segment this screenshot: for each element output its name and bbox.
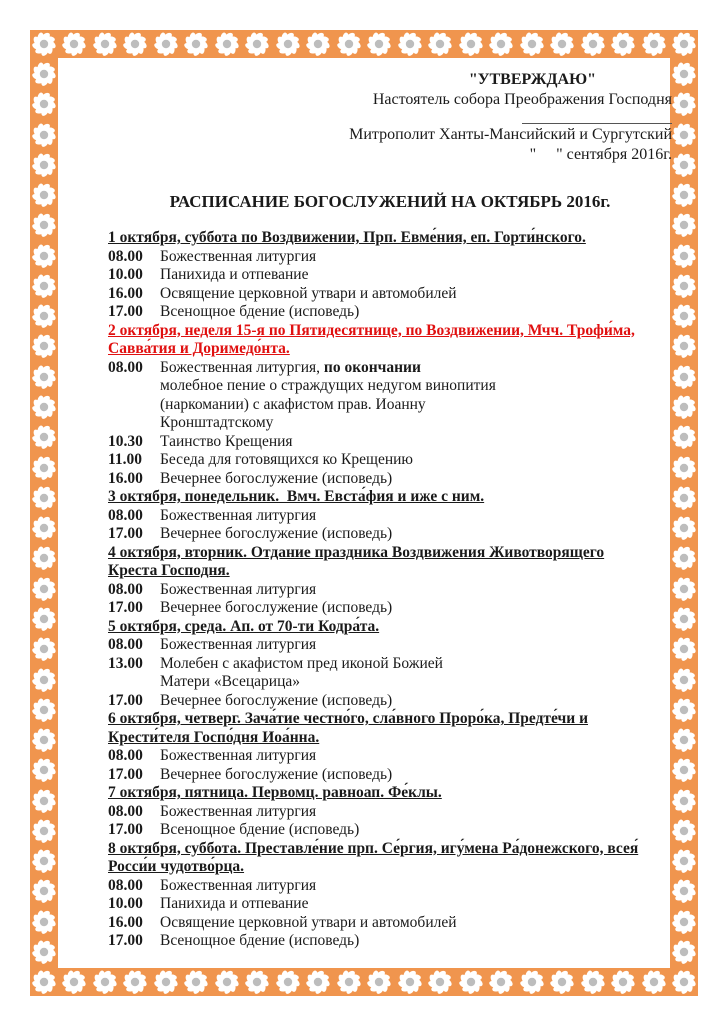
service-description — [160, 821, 672, 840]
service-description-text: Вечернее богослужение (исповедь) — [160, 765, 393, 783]
service-row — [108, 266, 672, 285]
service-description-text: молебное пение о страждущих недугом винопития — [160, 377, 496, 394]
day-section — [108, 229, 672, 322]
service-description-text: Вечернее богослужение (исповедь) — [160, 525, 393, 542]
service-description-line — [160, 451, 672, 470]
service-description — [160, 470, 672, 489]
flower-icon — [671, 182, 697, 208]
service-description-line — [160, 932, 672, 951]
approval-date: " " сентября 2016г. — [529, 146, 672, 163]
service-row — [108, 655, 672, 692]
flower-icon — [31, 455, 57, 481]
flower-icon — [671, 333, 697, 359]
day-header: 6 октября, четверг. Зача́тие честно́го, сла́вного Проро́ка, Предте́чи и — [108, 710, 589, 727]
service-description-line — [160, 895, 672, 914]
flower-icon — [92, 31, 118, 57]
flower-icon — [671, 273, 697, 299]
service-description — [160, 895, 672, 914]
flower-icon — [671, 969, 697, 995]
service-row — [108, 914, 672, 933]
service-description — [160, 692, 672, 711]
flower-icon — [549, 969, 575, 995]
flower-icon — [488, 31, 514, 57]
service-row — [108, 433, 672, 452]
approval-title: "УТВЕРЖДАЮ" — [468, 71, 596, 88]
flower-icon — [366, 969, 392, 995]
service-description — [160, 877, 672, 896]
service-time: 10.00 — [108, 266, 143, 283]
flower-icon — [31, 667, 57, 693]
flower-icon — [31, 757, 57, 783]
service-description-text: Божественная литургия — [160, 506, 317, 524]
service-description-text: Всенощное бдение (исповедь) — [160, 303, 360, 320]
service-description — [160, 747, 672, 766]
service-time: 17.00 — [108, 303, 143, 320]
service-description-line — [160, 414, 672, 433]
service-time: 16.00 — [108, 469, 143, 487]
service-time: 10.30 — [108, 432, 143, 450]
flower-icon — [671, 91, 697, 117]
flower-icon — [519, 31, 545, 57]
service-description-line — [160, 821, 672, 840]
flower-icon — [31, 212, 57, 238]
flower-icon — [488, 969, 514, 995]
flower-icon — [671, 939, 697, 965]
service-description-line — [160, 877, 672, 896]
page-title: РАСПИСАНИЕ БОГОСЛУЖЕНИЙ НА ОКТЯБРЬ 2016г. — [169, 192, 611, 211]
service-description-text: Божественная литургия — [160, 876, 317, 894]
service-row — [108, 599, 672, 618]
service-description-line — [160, 266, 672, 285]
flower-icon — [580, 969, 606, 995]
flower-icon — [305, 969, 331, 995]
service-description — [160, 932, 672, 951]
flower-icon — [397, 31, 423, 57]
service-description-line — [160, 303, 672, 322]
service-description-text: Божественная литургия — [160, 636, 317, 653]
service-description-line — [160, 803, 672, 822]
flower-icon — [31, 969, 57, 995]
day-header: 4 октября, вторник. Отдание праздника Воздвижения Животворящего — [108, 543, 605, 561]
flower-icon — [31, 152, 57, 178]
service-description — [160, 525, 672, 544]
flower-icon — [458, 969, 484, 995]
flower-icon — [31, 31, 57, 57]
flower-icon — [122, 31, 148, 57]
service-description-text: Божественная литургия — [160, 747, 317, 764]
service-description-text: Панихида и отпевание — [160, 266, 309, 283]
service-row — [108, 248, 672, 267]
flower-icon — [31, 182, 57, 208]
service-row — [108, 932, 672, 951]
flower-icon — [336, 969, 362, 995]
service-description-text: Вечернее богослужение (исповедь) — [160, 691, 393, 709]
service-row — [108, 636, 672, 655]
day-section — [108, 784, 672, 840]
service-description — [160, 248, 672, 267]
day-section — [108, 544, 672, 618]
service-description-text: Панихида и отпевание — [160, 895, 309, 912]
service-description — [160, 803, 672, 822]
service-description-text: Освящение церковной утвари и автомобилей — [160, 913, 457, 931]
service-description-line — [160, 525, 672, 544]
flower-icon — [31, 61, 57, 87]
service-description-text: Божественная литургия — [160, 580, 317, 598]
service-description — [160, 599, 672, 618]
day-header: Росси́и чудотво́рца. — [108, 858, 245, 875]
service-description-line — [160, 599, 672, 618]
service-time: 08.00 — [108, 876, 143, 894]
service-time: 10.00 — [108, 895, 143, 912]
flower-icon — [671, 31, 697, 57]
service-time: 16.00 — [108, 284, 143, 302]
service-description-text: Вечернее богослужение (исповедь) — [160, 599, 393, 616]
flower-icon — [31, 303, 57, 329]
day-section — [108, 840, 672, 951]
service-description — [160, 581, 672, 600]
flower-icon — [610, 31, 636, 57]
service-time: 17.00 — [108, 599, 143, 616]
service-description — [160, 266, 672, 285]
service-description — [160, 285, 672, 304]
flower-icon — [31, 273, 57, 299]
flower-icon — [31, 636, 57, 662]
flower-icon — [671, 364, 697, 390]
service-time: 17.00 — [108, 765, 143, 783]
flower-icon — [671, 818, 697, 844]
service-row — [108, 285, 672, 304]
flower-icon — [671, 606, 697, 632]
flower-icon — [122, 969, 148, 995]
service-description-text: Всенощное бдение (исповедь) — [160, 932, 360, 949]
flower-icon — [92, 969, 118, 995]
flower-icon — [31, 485, 57, 511]
service-description-line — [160, 396, 672, 415]
service-time: 08.00 — [108, 358, 143, 376]
day-section — [108, 618, 672, 711]
flower-icon — [31, 545, 57, 571]
day-header: 8 октября, суббота. Преставле́ние прп. Се́ргия, игу́мена Ра́донежского, всея́ — [108, 839, 639, 857]
flower-icon — [671, 727, 697, 753]
signature-line — [522, 123, 672, 124]
service-row — [108, 359, 672, 433]
service-description-text: Божественная литургия — [160, 802, 317, 820]
service-row — [108, 821, 672, 840]
flower-icon — [671, 424, 697, 450]
day-section — [108, 488, 672, 544]
flower-icon — [305, 31, 331, 57]
flower-icon — [671, 243, 697, 269]
service-description — [160, 766, 672, 785]
service-row — [108, 747, 672, 766]
service-time: 08.00 — [108, 580, 143, 598]
service-description-text: Божественная литургия — [160, 247, 317, 265]
flower-icon — [641, 969, 667, 995]
flower-icon — [671, 576, 697, 602]
flower-icon — [610, 969, 636, 995]
service-description — [160, 451, 672, 470]
service-description-line — [160, 673, 672, 692]
flower-icon — [153, 969, 179, 995]
flower-icon — [31, 848, 57, 874]
flower-icon — [61, 31, 87, 57]
service-description — [160, 433, 672, 452]
flower-icon — [671, 515, 697, 541]
service-description-line — [160, 692, 672, 711]
flower-icon — [275, 969, 301, 995]
service-description-text: Божественная литургия, — [160, 358, 324, 376]
service-description — [160, 359, 672, 433]
service-description-text: Матери «Всецарица» — [160, 673, 301, 690]
service-time: 17.00 — [108, 525, 143, 542]
service-description-text: Кронштадтскому — [160, 414, 274, 431]
flower-icon — [31, 576, 57, 602]
approval-signatory: Митрополит Ханты-Мансийский и Сургутский — [349, 126, 672, 143]
service-time: 08.00 — [108, 247, 143, 265]
service-description-line — [160, 470, 672, 489]
service-description-line — [160, 248, 672, 267]
flower-icon — [31, 939, 57, 965]
flower-icon — [671, 909, 697, 935]
service-description-line — [160, 636, 672, 655]
flower-icon — [366, 31, 392, 57]
day-header: 2 октября, неделя 15-я по Пятидесятнице, по Воздвижении, Мчч. Трофи́ма, — [108, 321, 635, 339]
day-header: 5 октября, среда. Ап. от 70-ти Кодра́та. — [108, 617, 380, 635]
flower-icon — [183, 969, 209, 995]
service-row — [108, 877, 672, 896]
service-description-line — [160, 285, 672, 304]
flower-icon — [671, 545, 697, 571]
day-header: Савва́тия и Доримедо́нта. — [108, 340, 290, 357]
service-description-line — [160, 766, 672, 785]
flower-icon — [31, 697, 57, 723]
service-row — [108, 766, 672, 785]
flower-icon — [214, 31, 240, 57]
flower-icon — [31, 727, 57, 753]
service-row — [108, 803, 672, 822]
flower-icon — [397, 969, 423, 995]
service-row — [108, 470, 672, 489]
flower-icon — [671, 61, 697, 87]
service-description-text: Молебен с акафистом пред иконой Божией — [160, 654, 443, 672]
flower-icon — [519, 969, 545, 995]
flower-icon — [671, 485, 697, 511]
service-description — [160, 914, 672, 933]
service-description — [160, 655, 672, 692]
flower-icon — [671, 394, 697, 420]
service-description-line — [160, 581, 672, 600]
flower-icon — [61, 969, 87, 995]
flower-icon — [671, 152, 697, 178]
service-time: 08.00 — [108, 506, 143, 524]
flower-icon — [153, 31, 179, 57]
flower-icon — [671, 878, 697, 904]
service-time: 11.00 — [108, 451, 143, 468]
service-row — [108, 895, 672, 914]
flower-icon — [31, 606, 57, 632]
service-time: 17.00 — [108, 821, 143, 838]
flower-icon — [671, 636, 697, 662]
service-description-line — [160, 359, 672, 378]
flower-icon — [427, 969, 453, 995]
flower-icon — [336, 31, 362, 57]
flower-icon — [427, 31, 453, 57]
flower-icon — [458, 31, 484, 57]
flower-icon — [671, 697, 697, 723]
service-description — [160, 507, 672, 526]
flower-icon — [275, 31, 301, 57]
service-time: 13.00 — [108, 654, 143, 672]
service-description-text: Всенощное бдение (исповедь) — [160, 821, 360, 838]
schedule — [108, 229, 672, 951]
flower-icon — [31, 394, 57, 420]
flower-icon — [671, 303, 697, 329]
service-description — [160, 636, 672, 655]
service-row — [108, 303, 672, 322]
service-row — [108, 507, 672, 526]
flower-icon — [671, 757, 697, 783]
flower-icon — [214, 969, 240, 995]
day-header: 3 октября, понедельник. Вмч. Евста́фия и иже с ним. — [108, 488, 485, 505]
flower-icon — [671, 122, 697, 148]
flower-icon — [31, 878, 57, 904]
flower-icon — [31, 909, 57, 935]
flower-icon — [31, 515, 57, 541]
service-time: 17.00 — [108, 932, 143, 949]
service-time: 17.00 — [108, 691, 143, 709]
service-description-text: по окончании — [323, 358, 421, 376]
service-description-text: Освящение церковной утвари и автомобилей — [160, 284, 457, 302]
service-row — [108, 525, 672, 544]
day-header: Крести́теля Госпо́дня Иоа́нна. — [108, 728, 320, 746]
flower-icon — [31, 243, 57, 269]
service-description-text: (наркомании) с акафистом прав. Иоанну — [160, 395, 426, 413]
flower-icon — [244, 31, 270, 57]
flower-icon — [671, 848, 697, 874]
service-row — [108, 692, 672, 711]
flower-icon — [671, 788, 697, 814]
flower-icon — [31, 91, 57, 117]
flower-icon — [31, 818, 57, 844]
day-header: 7 октября, пятница. Первомц. равноап. Фе́клы. — [108, 784, 442, 801]
approval-position: Настоятель собора Преображения Господня — [372, 91, 672, 108]
service-description-line — [160, 914, 672, 933]
flower-icon — [671, 455, 697, 481]
day-section — [108, 710, 672, 784]
service-description-text: Вечернее богослужение (исповедь) — [160, 469, 393, 487]
service-description-line — [160, 747, 672, 766]
flower-icon — [31, 424, 57, 450]
flower-icon — [641, 31, 667, 57]
service-description-line — [160, 655, 672, 674]
flower-icon — [244, 969, 270, 995]
content-area — [108, 70, 672, 951]
service-time: 08.00 — [108, 636, 143, 653]
service-description-text: Таинство Крещения — [160, 432, 293, 450]
service-time: 08.00 — [108, 802, 143, 820]
day-header: 1 октября, суббота по Воздвижении, Прп. Евме́ния, еп. Горти́нского. — [108, 229, 586, 246]
service-row — [108, 451, 672, 470]
flower-icon — [31, 333, 57, 359]
flower-icon — [671, 212, 697, 238]
day-section — [108, 322, 672, 489]
flower-icon — [31, 364, 57, 390]
service-description — [160, 303, 672, 322]
flower-icon — [31, 788, 57, 814]
service-description-line — [160, 377, 672, 396]
flower-icon — [671, 667, 697, 693]
flower-icon — [549, 31, 575, 57]
flower-icon — [31, 122, 57, 148]
flower-icon — [183, 31, 209, 57]
service-description-line — [160, 507, 672, 526]
flower-icon — [580, 31, 606, 57]
day-header: Креста Господня. — [108, 562, 230, 579]
service-description-line — [160, 433, 672, 452]
service-time: 08.00 — [108, 747, 143, 764]
service-row — [108, 581, 672, 600]
approval-block — [108, 70, 672, 165]
service-description-text: Беседа для готовящихся ко Крещению — [160, 451, 413, 468]
service-time: 16.00 — [108, 913, 143, 931]
